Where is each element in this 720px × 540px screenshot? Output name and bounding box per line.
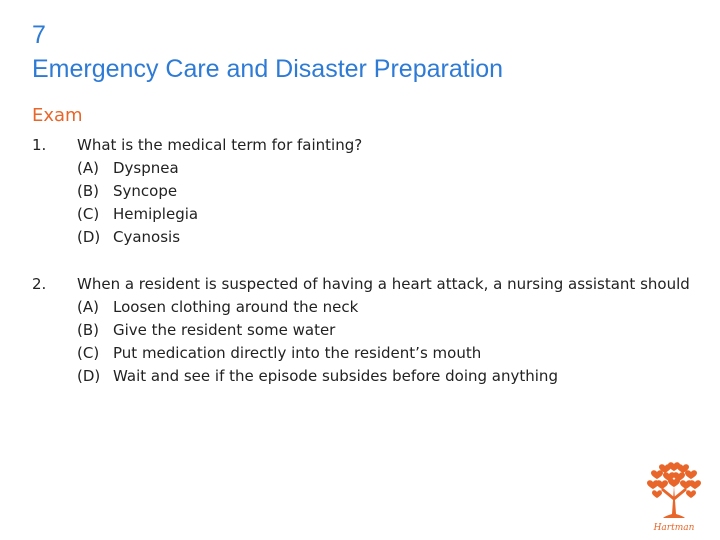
question-stem: What is the medical term for fainting? <box>77 136 363 154</box>
option-text: Give the resident some water <box>113 321 336 339</box>
question-body <box>77 134 692 249</box>
option-letter: (D) <box>77 367 101 385</box>
option-text: Cyanosis <box>113 228 181 246</box>
option-text: Loosen clothing around the neck <box>113 298 359 316</box>
option-text: Dyspnea <box>113 159 179 177</box>
answer-option-d <box>77 365 692 388</box>
slide-title-block <box>32 18 503 86</box>
question-body <box>77 273 692 388</box>
option-letter: (C) <box>77 205 100 223</box>
section-heading: Exam <box>32 105 83 126</box>
answer-option-b <box>77 319 692 342</box>
option-letter: (A) <box>77 298 99 316</box>
answer-option-c <box>77 342 692 365</box>
question-stem: When a resident is suspected of having a heart attack, a nursing assistant should <box>77 275 690 293</box>
answer-option-d <box>77 226 692 249</box>
option-text: Hemiplegia <box>113 205 199 223</box>
question-1 <box>32 134 692 249</box>
hartman-logo <box>643 456 705 534</box>
answer-option-a <box>77 157 692 180</box>
option-text: Put medication directly into the resident’s mouth <box>113 344 482 362</box>
question-number: 2. <box>32 275 47 293</box>
option-letter: (D) <box>77 228 101 246</box>
chapter-title: Emergency Care and Disaster Preparation <box>32 55 504 83</box>
option-text: Wait and see if the episode subsides before doing anything <box>113 367 558 385</box>
option-letter: (A) <box>77 159 99 177</box>
question-number: 1. <box>32 136 47 154</box>
answer-option-c <box>77 203 692 226</box>
option-text: Syncope <box>113 182 178 200</box>
logo-text: Hartman <box>653 523 695 533</box>
option-letter: (C) <box>77 344 100 362</box>
option-letter: (B) <box>77 321 99 339</box>
heart-tree-icon <box>643 456 705 534</box>
question-2 <box>32 273 692 388</box>
answer-option-a <box>77 296 692 319</box>
answer-option-b <box>77 180 692 203</box>
chapter-number: 7 <box>32 21 46 49</box>
option-letter: (B) <box>77 182 99 200</box>
